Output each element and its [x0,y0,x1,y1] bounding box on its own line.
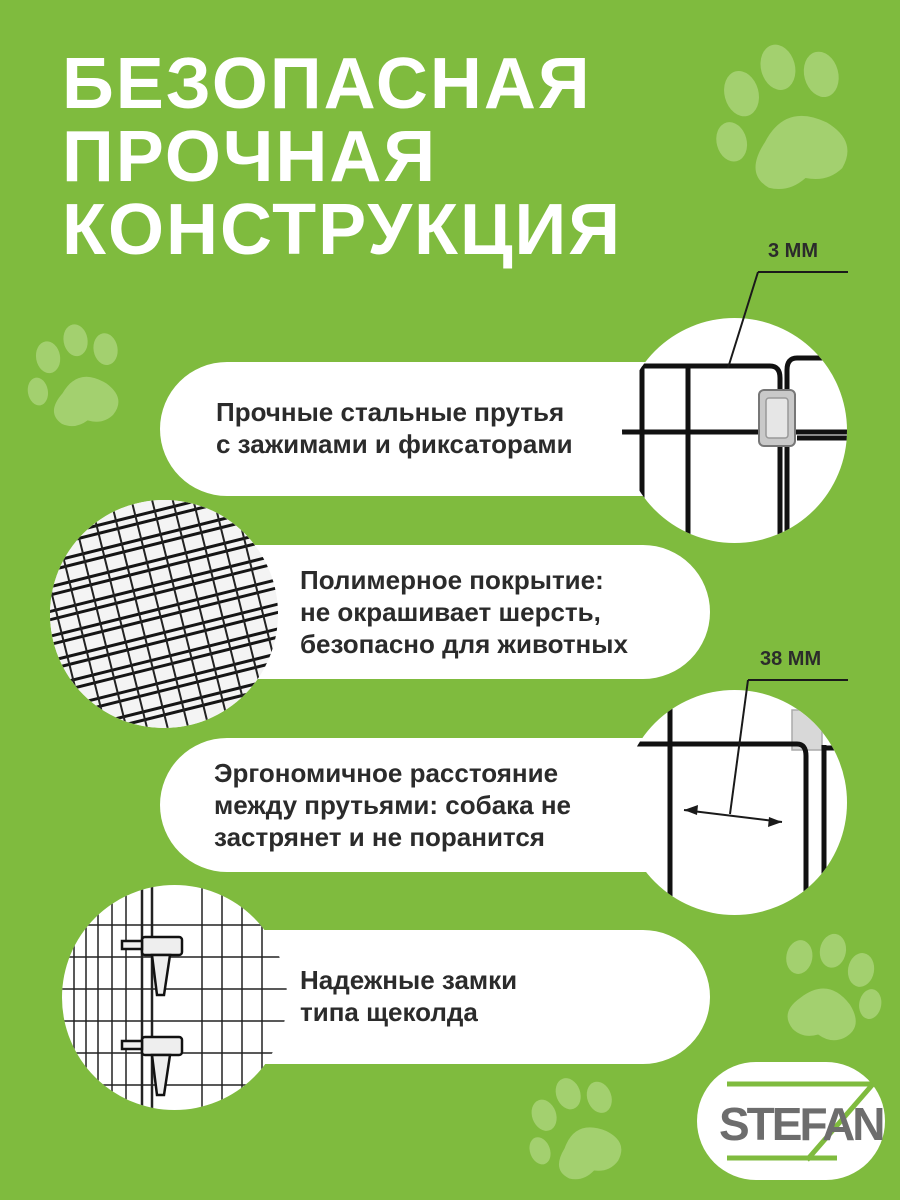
paw-print-icon [520,1072,640,1192]
paw-print-icon [20,322,140,432]
feature-line: Надежные замки [300,965,518,995]
wire-mesh-image [50,500,278,728]
feature-text [300,964,517,1028]
feature-text [216,396,573,460]
feature-line: с зажимами и фиксаторами [216,429,573,459]
paw-print-icon [700,40,880,200]
title-line: БЕЗОПАСНАЯ [62,44,592,124]
feature-line: Прочные стальные прутья [216,397,565,427]
feature-line: не окрашивает шерсть, [300,597,601,627]
paw-print-icon [760,930,890,1050]
title-line: КОНСТРУКЦИЯ [62,190,623,270]
bar-spacing-image [622,690,847,915]
rod-diameter-label: 3 ММ [768,240,818,262]
brand-name: STEFAN [719,1098,883,1150]
feature-line: между прутьями: собака не [214,790,572,820]
brand-logo [697,1062,885,1180]
feature-line: типа щеколда [300,997,478,1027]
feature-text [300,564,628,660]
title-line: ПРОЧНАЯ [62,117,438,197]
feature-line: безопасно для животных [300,629,628,659]
page-title [62,44,623,270]
latch-lock-image [62,885,287,1110]
feature-text [214,757,571,853]
bar-spacing-label: 38 ММ [760,648,822,670]
feature-line: Полимерное покрытие: [300,565,604,595]
feature-line: Эргономичное расстояние [214,758,559,788]
wire-clip-image [622,318,847,543]
feature-line: застрянет и не поранится [214,822,545,852]
